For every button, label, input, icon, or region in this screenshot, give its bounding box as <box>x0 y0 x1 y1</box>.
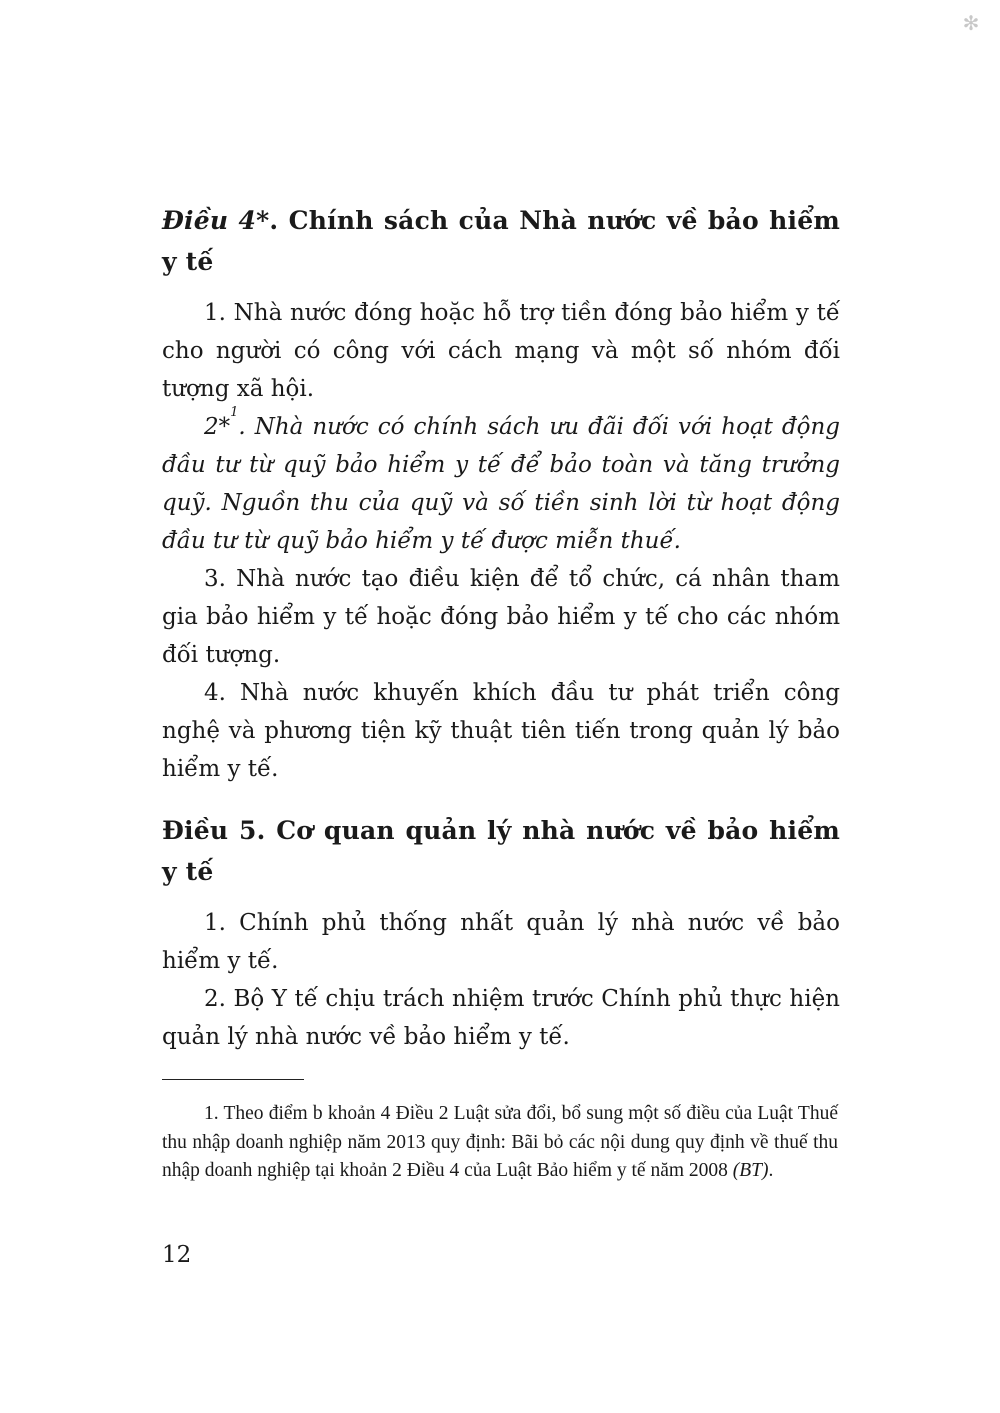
article-4-clause-3: 3. Nhà nước tạo điều kiện để tổ chức, cá nhân tham gia bảo hiểm y tế hoặc đóng bảo hiểm y tế cho các nhóm đối tượng. <box>162 566 840 668</box>
article-4-clause-4: 4. Nhà nước khuyến khích đầu tư phát triển công nghệ và phương tiện kỹ thuật tiên tiến trong quản lý bảo hiểm y tế. <box>162 680 840 782</box>
footnote <box>162 1100 838 1186</box>
article-5-heading: Điều 5. Cơ quan quản lý nhà nước về bảo hiểm y tế <box>162 816 840 886</box>
decorative-flower-icon: ✻ <box>962 11 980 35</box>
article-4-clause-2-number: 2* <box>204 414 231 440</box>
article-4-heading-title: . Chính sách của Nhà nước về bảo hiểm y tế <box>162 206 840 276</box>
footnote-end: . <box>768 1160 774 1181</box>
article-4-heading-number: Điều 4* <box>162 206 270 235</box>
article-4-clause-1: 1. Nhà nước đóng hoặc hỗ trợ tiền đóng bảo hiểm y tế cho người có công với cách mạng và một số nhóm đối tượng xã hội. <box>162 300 840 402</box>
footnote-text: 1. Theo điểm b khoản 4 Điều 2 Luật sửa đổi, bổ sung một số điều của Luật Thuế thu nhập doanh nghiệp năm 2013 quy định: Bãi bỏ các nội dung quy định về thuế thu nhập doanh nghiệp tại khoản 2 Điều 4 của Luật Bảo hiểm y tế năm 2008 <box>162 1103 838 1181</box>
footnote-suffix: (BT) <box>732 1160 769 1181</box>
article-4-clause-2 <box>162 405 840 560</box>
article-5-clause-2: 2. Bộ Y tế chịu trách nhiệm trước Chính phủ thực hiện quản lý nhà nước về bảo hiểm y tế. <box>162 986 840 1050</box>
footnote-divider <box>162 1079 304 1080</box>
article-4-heading <box>162 200 840 282</box>
page-body <box>162 200 840 1056</box>
page-number: 12 <box>162 1242 192 1268</box>
article-5-clause-1: 1. Chính phủ thống nhất quản lý nhà nước về bảo hiểm y tế. <box>162 910 840 974</box>
article-4-clause-2-text: . Nhà nước có chính sách ưu đãi đối với hoạt động đầu tư từ quỹ bảo hiểm y tế để bảo toàn và tăng trưởng quỹ. Nguồn thu của quỹ và số tiền sinh lời từ hoạt động đầu tư từ quỹ bảo hiểm y tế được miễn thuế. <box>162 414 840 554</box>
footnote-reference: 1 <box>230 405 239 420</box>
